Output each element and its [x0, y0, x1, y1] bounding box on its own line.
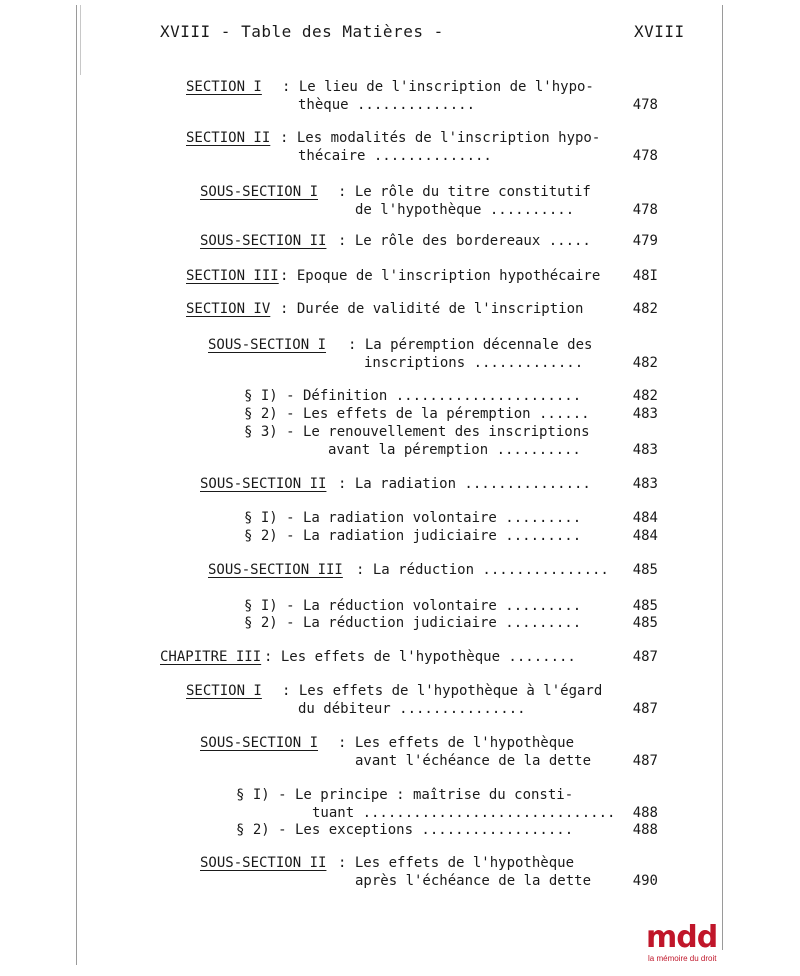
toc-paragraph: § 2) - La radiation judiciaire ......... [244, 528, 582, 544]
toc-text: : Le lieu de l'inscription de l'hypo- [282, 79, 594, 95]
toc-page: 484 [632, 510, 658, 526]
toc-page: 478 [632, 202, 658, 218]
toc-label: SOUS-SECTION I [200, 735, 319, 751]
toc-text: : Durée de validité de l'inscription [280, 301, 584, 317]
toc-text-cont: tuant .............................. [312, 805, 616, 821]
toc-page: 483 [632, 442, 658, 458]
toc-page: 488 [632, 805, 658, 821]
toc-paragraph: § 2) - Les exceptions .................. [236, 822, 574, 838]
toc-page: 490 [632, 873, 658, 889]
toc-label: SOUS-SECTION III [208, 562, 343, 578]
toc-paragraph: § I) - Le principe : maîtrise du consti- [236, 787, 574, 803]
toc-page: 482 [632, 388, 658, 404]
toc-page: 487 [632, 753, 658, 769]
toc-page: 485 [632, 562, 658, 578]
toc-text: : Les effets de l'hypothèque [338, 735, 575, 751]
toc-label: SOUS-SECTION II [200, 476, 327, 492]
page-header-title: XVIII - Table des Matières - [160, 22, 444, 41]
toc-paragraph: § 2) - La réduction judiciaire ......... [244, 615, 582, 631]
toc-text-cont: après l'échéance de la dette [355, 873, 592, 889]
toc-text: : Epoque de l'inscription hypothécaire [280, 268, 601, 284]
toc-text-cont: de l'hypothèque .......... [355, 202, 575, 218]
toc-page: 478 [632, 97, 658, 113]
toc-text: : Le rôle des bordereaux ..... [338, 233, 591, 249]
toc-page: 485 [632, 598, 658, 614]
toc-label: SOUS-SECTION II [200, 233, 327, 249]
toc-text: : Les effets de l'hypothèque ........ [264, 649, 576, 665]
mdd-logo [646, 920, 726, 968]
toc-label: SOUS-SECTION I [200, 184, 319, 200]
toc-page: 487 [632, 701, 658, 717]
toc-page: 487 [632, 649, 658, 665]
toc-paragraph: § I) - Définition ...................... [244, 388, 582, 404]
toc-label: SECTION I [186, 79, 262, 95]
toc-label: SECTION I [186, 683, 262, 699]
toc-page: 483 [632, 406, 658, 422]
toc-text-cont: avant la péremption .......... [328, 442, 581, 458]
toc-text-cont: thécaire .............. [298, 148, 492, 164]
toc-text-cont: avant l'échéance de la dette [355, 753, 592, 769]
toc-page: 488 [632, 822, 658, 838]
toc-chapter-label: CHAPITRE III [160, 649, 262, 665]
toc-paragraph: § I) - La réduction volontaire ......... [244, 598, 582, 614]
logo-tagline: la mémoire du droit [648, 954, 717, 963]
toc-text: : La réduction ............... [356, 562, 609, 578]
toc-text: : Les effets de l'hypothèque [338, 855, 575, 871]
toc-label: SOUS-SECTION I [208, 337, 327, 353]
toc-text: : Les effets de l'hypothèque à l'égard [282, 683, 603, 699]
toc-page: 484 [632, 528, 658, 544]
right-margin-line [722, 5, 723, 950]
toc-text: : La radiation ............... [338, 476, 591, 492]
toc-text: : La péremption décennale des [348, 337, 593, 353]
toc-text-cont: thèque .............. [298, 97, 476, 113]
toc-label: SECTION II [186, 130, 271, 146]
toc-label: SOUS-SECTION II [200, 855, 327, 871]
toc-label: SECTION IV [186, 301, 271, 317]
toc-page: 48I [632, 268, 658, 284]
left-margin-line-secondary [80, 5, 81, 75]
left-margin-line [76, 5, 77, 965]
toc-text: : Les modalités de l'inscription hypo- [280, 130, 601, 146]
logo-wordmark: mdd [646, 920, 718, 955]
toc-paragraph: § I) - La radiation volontaire ......... [244, 510, 582, 526]
toc-page: 485 [632, 615, 658, 631]
toc-page: 479 [632, 233, 658, 249]
toc-text: : Le rôle du titre constitutif [338, 184, 591, 200]
toc-label: SECTION III [186, 268, 279, 284]
toc-text-cont: inscriptions ............. [364, 355, 584, 371]
toc-paragraph: § 3) - Le renouvellement des inscriptions [244, 424, 590, 440]
toc-page: 482 [632, 355, 658, 371]
page-header-number: XVIII [634, 22, 685, 41]
toc-page: 478 [632, 148, 658, 164]
toc-paragraph: § 2) - Les effets de la péremption ...... [244, 406, 590, 422]
toc-text-cont: du débiteur ............... [298, 701, 526, 717]
toc-page: 482 [632, 301, 658, 317]
toc-page: 483 [632, 476, 658, 492]
